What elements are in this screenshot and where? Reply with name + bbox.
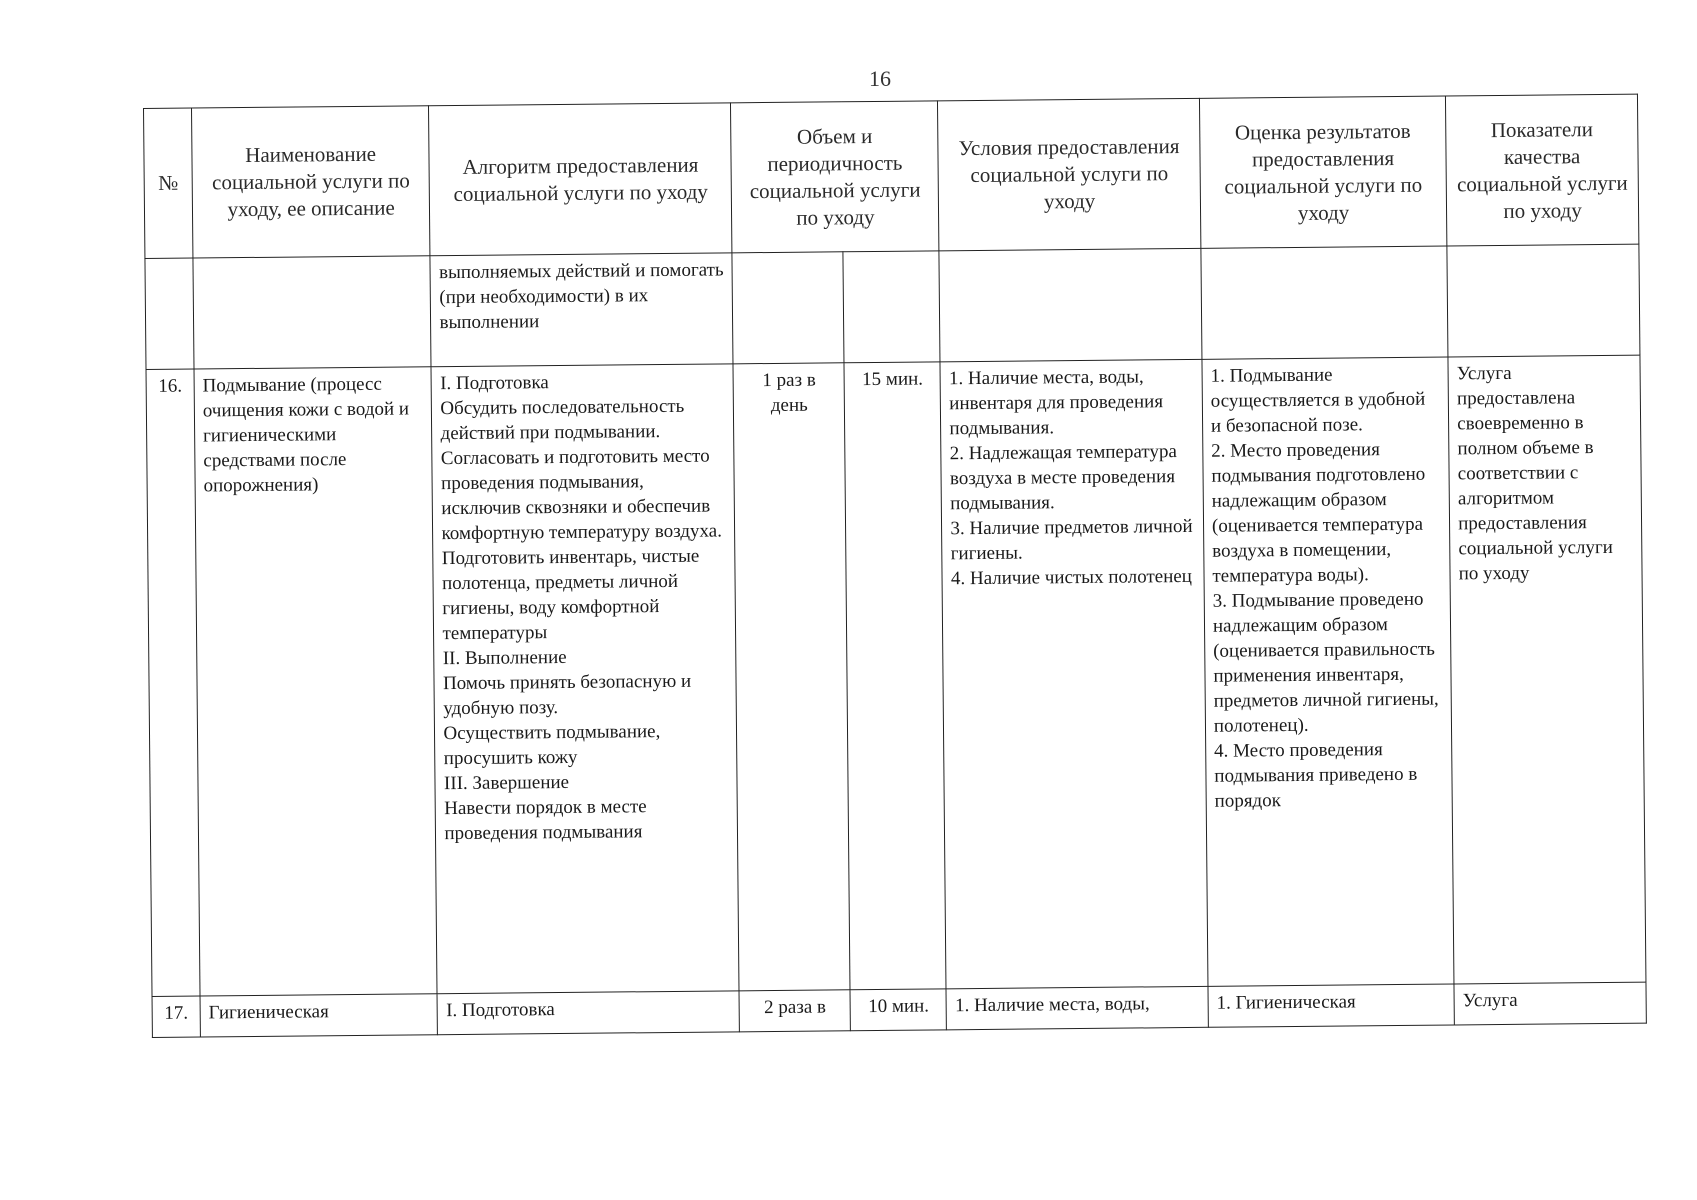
cont-periodicity-cell	[732, 252, 844, 364]
header-volume: Объем и периодичность социальной услуги по уходу	[731, 101, 939, 253]
row16-periodicity: 1 раз в день	[733, 363, 850, 991]
row16-num: 16.	[146, 369, 200, 996]
row17-periodicity	[739, 990, 851, 1032]
row16-condition-item: 3. Наличие предметов личной гигиены.	[950, 515, 1193, 565]
row16-algorithm-line: III. Завершение	[443, 771, 570, 795]
row16-name: Подмывание (процесс очищения кожи с водой и гигиеническими средствами после опорожнения)	[194, 367, 438, 996]
header-evaluation: Оценка результатов предоставления социальной услуги по уходу	[1199, 96, 1447, 248]
header-num: №	[144, 108, 193, 258]
header-conditions: Условия предоставления социальной услуги по уходу	[938, 98, 1201, 251]
row16-algorithm-line: Подготовить инвентарь, чистые полотенца, предметы личной гигиены, воду комфортной температуры	[441, 545, 700, 645]
row17-conditions	[946, 986, 1208, 1030]
row16-evaluation	[1202, 357, 1454, 986]
cont-algorithm-cell: выполняемых действий и помогать (при необходимости) в их выполнении	[430, 253, 733, 367]
header-algorithm: Алгоритм предоставления социальной услуги по уходу	[429, 103, 732, 256]
page-number: 16	[869, 66, 891, 91]
row16-algorithm-line: II. Выполнение	[442, 646, 567, 670]
row16-algorithm	[431, 364, 739, 994]
cont-conditions-cell	[939, 248, 1202, 362]
cont-evaluation-cell	[1201, 246, 1448, 359]
row16-duration: 15 мин.	[844, 362, 946, 990]
row16-condition-item: 4. Наличие чистых полотенец	[950, 565, 1193, 590]
services-table	[143, 94, 1647, 1038]
row16-evaluation-item: 1. Подмывание осуществляется в удобной и безопасной позе.	[1210, 364, 1426, 437]
row16-algorithm-line: Обсудить последовательность действий при подмывании.	[440, 395, 685, 445]
row16-algorithm-line: Помочь принять безопасную и удобную позу.	[442, 670, 692, 720]
row16-algorithm-line: I. Подготовка	[440, 372, 549, 395]
row17-num-text: 17.	[164, 1002, 189, 1024]
row17-name-text: Гигиеническая	[208, 1001, 329, 1024]
cont-num-cell	[145, 258, 194, 369]
row16-evaluation-item: 2. Место проведения подмывания подготовлено надлежащим образом (оценивается температура воздуха в помещении, температура воды).	[1211, 439, 1426, 587]
row17-quality	[1454, 982, 1646, 1025]
row17-name	[200, 994, 438, 1037]
row16-condition-item: 1. Наличие места, воды, инвентаря для проведения подмывания.	[948, 366, 1164, 440]
cont-quality-cell	[1447, 244, 1640, 357]
row17-conditions-text: 1. Наличие места, воды,	[954, 993, 1150, 1017]
cont-duration-cell	[843, 251, 940, 363]
header-quality: Показатели качества социальной услуги по уходу	[1446, 94, 1639, 246]
row16-quality: Услуга предоставлена своевременно в полном объеме в соответствии с алгоритмом предоставления социальной услуги по уходу	[1448, 355, 1646, 984]
row16-algorithm-line: Навести порядок в месте проведения подмывания	[444, 796, 647, 845]
row17-num	[152, 996, 200, 1037]
row16-conditions	[940, 359, 1208, 988]
row17-periodicity-text: 2 раза в	[764, 996, 827, 1019]
row16-evaluation-item: 4. Место проведения подмывания приведено в порядок	[1214, 739, 1418, 812]
row16-algorithm-line: Согласовать и подготовить место проведения подмывания, исключив сквозняки и обеспечив комфортную температуру воздуха.	[440, 445, 723, 545]
row17-quality-text: Услуга	[1462, 989, 1518, 1012]
header-name: Наименование социальной услуги по уходу, ее описание	[191, 106, 430, 258]
row16-evaluation-item: 3. Подмывание проведено надлежащим образом (оценивается правильность применения инвентаря, предметов личной гигиены, полотенец).	[1212, 588, 1439, 737]
row17-duration-text: 10 мин.	[868, 995, 930, 1018]
cont-name-cell	[193, 256, 432, 369]
table-header	[144, 94, 1639, 258]
row16-algorithm-line: Осуществить подмывание, просушить кожу	[443, 721, 661, 770]
table-row-continuation	[145, 244, 1640, 369]
row17-algorithm	[438, 991, 740, 1035]
table-row-16	[146, 355, 1646, 996]
row17-evaluation-text: 1. Гигиеническая	[1216, 991, 1356, 1014]
scanned-table-wrapper	[143, 94, 1647, 1038]
row17-evaluation	[1208, 984, 1455, 1027]
row16-condition-item: 2. Надлежащая температура воздуха в месте проведения подмывания.	[949, 441, 1177, 515]
row17-algorithm-text: I. Подготовка	[446, 999, 555, 1022]
row17-duration	[850, 989, 946, 1031]
